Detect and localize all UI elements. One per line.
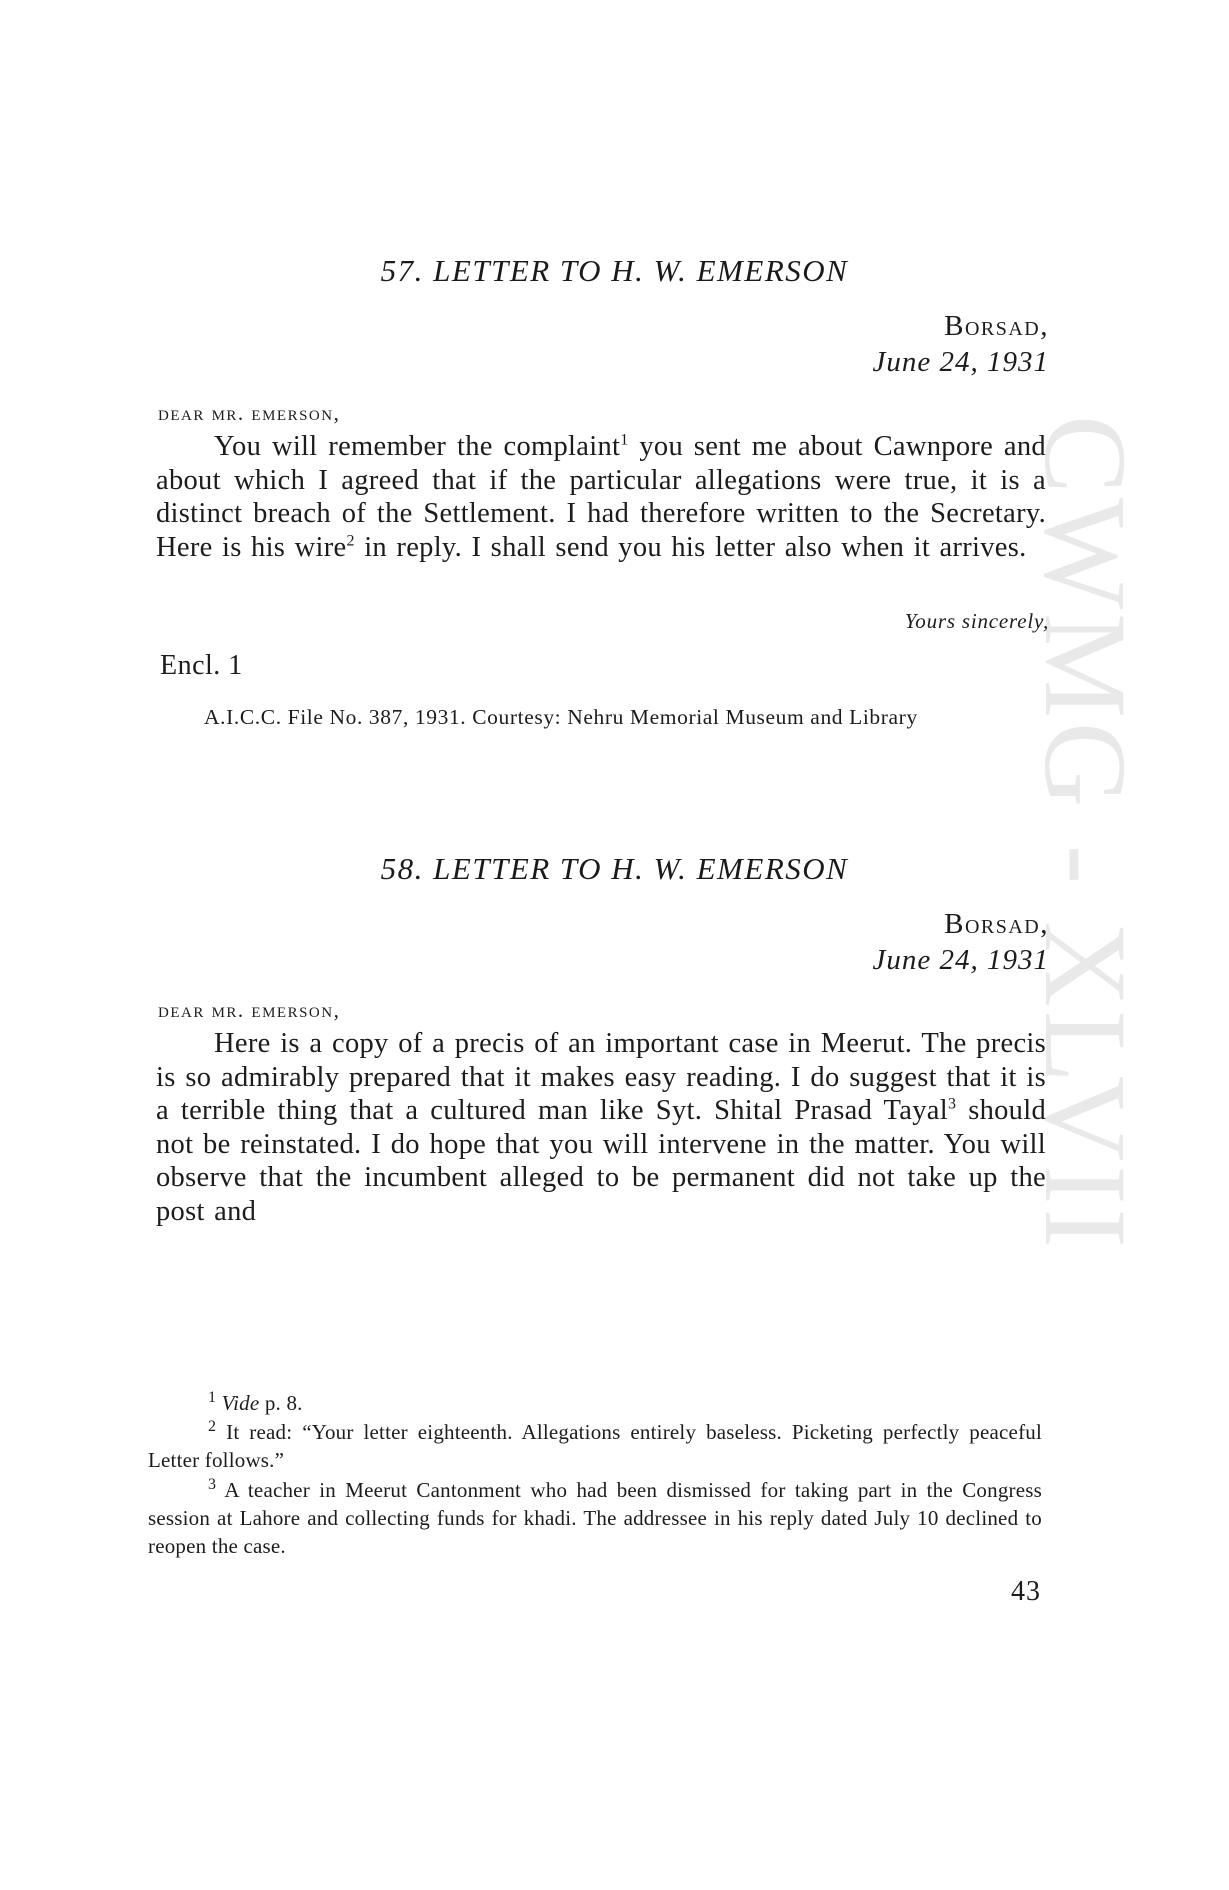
letter-57-body-part2: you sent me about Cawnpore and about which I agreed that if the particular allegations were true, it is a distinct breach of the Settlement. I had therefore written to the Secretary. Here is his wire <box>156 431 1046 563</box>
letter-58-date: June 24, 1931 <box>872 944 1049 976</box>
letter-58-salutation: dear mr. emerson, <box>158 998 341 1022</box>
letter-58-body-part1: Here is a copy of a precis of an important case in Meerut. The precis is so admirably prepared that it makes easy reading. I do suggest that it is a terrible thing that a cultured man like Syt. Shital Prasad Tayal <box>156 1028 1046 1126</box>
footnote-1-italic: Vide <box>221 1391 260 1415</box>
footnote-ref-3: 3 <box>947 1095 957 1113</box>
footnote-3-number: 3 <box>208 1476 217 1493</box>
letter-57-salutation: dear mr. emerson, <box>158 401 341 425</box>
footnote-3-text: A teacher in Meerut Cantonment who had been dismissed for taking part in the Congress session at Lahore and collecting funds for khadi. The addressee in his reply dated July 10 declined to reopen the case. <box>148 1478 1042 1558</box>
footnote-1 <box>148 1389 1042 1417</box>
footnote-2-text: It read: “Your letter eighteenth. Allegations entirely baseless. Picketing perfectly peaceful Letter follows.” <box>148 1420 1042 1472</box>
footnote-1-number: 1 <box>208 1389 217 1406</box>
letter-57-title: 57. LETTER TO H. W. EMERSON <box>380 253 849 288</box>
letter-57-body-part3: in reply. I shall send you his letter also when it arrives. <box>354 531 1027 563</box>
letter-57-enclosure: Encl. 1 <box>160 650 243 681</box>
letter-58-body <box>156 1027 1046 1228</box>
footnote-1-text: p. 8. <box>259 1391 303 1415</box>
page-number: 43 <box>1011 1576 1041 1607</box>
footnote-2-number: 2 <box>208 1418 217 1435</box>
footnote-ref-2: 2 <box>346 532 355 549</box>
letter-58-title: 58. LETTER TO H. W. EMERSON <box>380 851 849 886</box>
letter-57-signoff: Yours sincerely, <box>904 609 1049 633</box>
letter-57-place: Borsad, <box>944 310 1049 342</box>
letter-57-date: June 24, 1931 <box>872 346 1049 378</box>
watermark-text: CWMG - XLVII <box>1019 415 1151 1252</box>
footnote-2 <box>148 1418 1042 1474</box>
footnote-ref-1: 1 <box>620 431 629 449</box>
letter-58-body-part2: should not be reinstated. I do hope that you will intervene in the matter. You will observe that the incumbent alleged to be permanent did not take up the post and <box>156 1095 1046 1227</box>
footnote-3 <box>148 1476 1042 1560</box>
letter-57-source: A.I.C.C. File No. 387, 1931. Courtesy: Nehru Memorial Museum and Library <box>204 705 918 729</box>
letter-57-body-part1: You will remember the complaint <box>214 431 621 462</box>
letter-58-place: Borsad, <box>944 908 1049 940</box>
letter-57-body <box>156 430 1046 564</box>
